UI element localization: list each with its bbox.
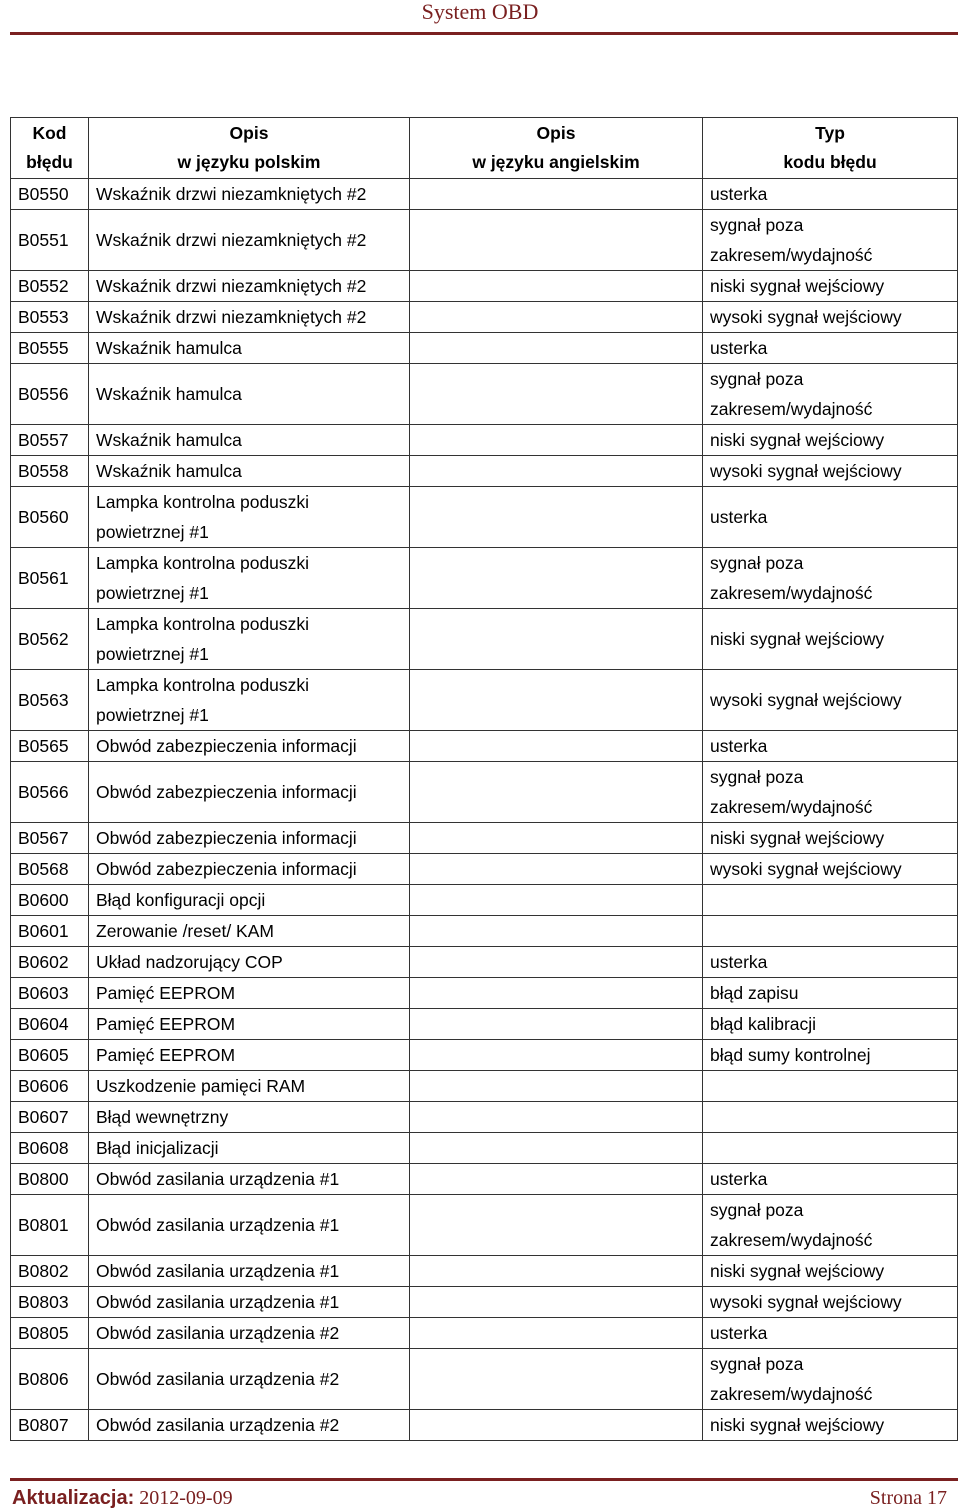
- cell-type: [703, 456, 958, 487]
- cell-desc-en: [410, 1287, 703, 1318]
- cell-desc-en: [410, 1410, 703, 1441]
- table-row: [11, 1102, 958, 1133]
- cell-code: B0568: [11, 854, 89, 885]
- cell-type-line: zakresem/wydajność: [710, 1384, 873, 1404]
- table-row: [11, 762, 958, 823]
- table-row: [11, 1040, 958, 1071]
- table-row: [11, 1349, 958, 1410]
- table-row: [11, 1318, 958, 1349]
- cell-code: B0561: [11, 548, 89, 609]
- cell-type: [703, 425, 958, 456]
- cell-desc-pl-line: Wskaźnik drzwi niezamkniętych #2: [96, 276, 367, 296]
- table-row: [11, 1133, 958, 1164]
- cell-desc-en: [410, 1256, 703, 1287]
- cell-type: [703, 854, 958, 885]
- table-row: [11, 210, 958, 271]
- cell-code: B0605: [11, 1040, 89, 1071]
- cell-type-line: usterka: [710, 1169, 768, 1189]
- cell-desc-pl-line: Obwód zabezpieczenia informacji: [96, 828, 357, 848]
- cell-type-line: usterka: [710, 338, 768, 358]
- table-row: [11, 885, 958, 916]
- cell-type-line: wysoki sygnał wejściowy: [710, 307, 902, 327]
- cell-desc-en: [410, 333, 703, 364]
- cell-desc-pl: [89, 425, 410, 456]
- cell-type: [703, 670, 958, 731]
- cell-code: B0558: [11, 456, 89, 487]
- cell-desc-pl: [89, 731, 410, 762]
- footer-page-number: Strona 17: [869, 1487, 947, 1509]
- cell-desc-pl: [89, 271, 410, 302]
- cell-type-line: zakresem/wydajność: [710, 245, 873, 265]
- cell-desc-pl-line: Obwód zasilania urządzenia #1: [96, 1261, 340, 1281]
- table-row: [11, 179, 958, 210]
- cell-desc-pl-line: Zerowanie /reset/ KAM: [96, 921, 274, 941]
- cell-code: B0557: [11, 425, 89, 456]
- cell-code: B0553: [11, 302, 89, 333]
- cell-desc-pl: [89, 548, 410, 609]
- cell-type: [703, 1287, 958, 1318]
- cell-code: B0563: [11, 670, 89, 731]
- cell-desc-pl: [89, 762, 410, 823]
- cell-type-line: błąd kalibracji: [710, 1014, 817, 1034]
- cell-desc-en: [410, 487, 703, 548]
- cell-type: [703, 609, 958, 670]
- cell-desc-pl-line: Lampka kontrolna poduszki: [96, 492, 310, 512]
- table-row: [11, 978, 958, 1009]
- table-row: [11, 823, 958, 854]
- cell-type-line: niski sygnał wejściowy: [710, 276, 885, 296]
- page-header-title: System OBD: [421, 0, 539, 24]
- cell-desc-pl-line: Błąd konfiguracji opcji: [96, 890, 266, 910]
- footer-update-label: Aktualizacja:: [12, 1487, 135, 1509]
- cell-desc-pl: [89, 885, 410, 916]
- cell-desc-pl-line: Obwód zasilania urządzenia #2: [96, 1323, 340, 1343]
- cell-desc-pl: [89, 1102, 410, 1133]
- cell-desc-pl-line: Obwód zasilania urządzenia #2: [96, 1415, 340, 1435]
- cell-desc-pl: [89, 333, 410, 364]
- cell-desc-en: [410, 762, 703, 823]
- cell-type-line: zakresem/wydajność: [710, 399, 873, 419]
- table-row: [11, 1410, 958, 1441]
- table-header-row: [11, 118, 958, 179]
- cell-code: B0601: [11, 916, 89, 947]
- cell-code: B0550: [11, 179, 89, 210]
- cell-type: [703, 762, 958, 823]
- cell-type: [703, 548, 958, 609]
- table-row: [11, 1195, 958, 1256]
- table-row: [11, 333, 958, 364]
- cell-code: B0562: [11, 609, 89, 670]
- cell-desc-pl: [89, 947, 410, 978]
- cell-desc-pl: [89, 1256, 410, 1287]
- cell-desc-en: [410, 1133, 703, 1164]
- cell-code: B0803: [11, 1287, 89, 1318]
- cell-code: B0556: [11, 364, 89, 425]
- table-row: [11, 425, 958, 456]
- cell-type-line: błąd sumy kontrolnej: [710, 1045, 871, 1065]
- cell-desc-en: [410, 978, 703, 1009]
- cell-desc-pl: [89, 1133, 410, 1164]
- cell-type: [703, 1410, 958, 1441]
- cell-desc-pl-line: Obwód zabezpieczenia informacji: [96, 782, 357, 802]
- cell-desc-pl-line: Obwód zasilania urządzenia #2: [96, 1369, 340, 1389]
- cell-type: [703, 179, 958, 210]
- cell-desc-pl-line: Wskaźnik hamulca: [96, 384, 242, 404]
- table-row: [11, 670, 958, 731]
- cell-desc-pl-line: Układ nadzorujący COP: [96, 952, 283, 972]
- cell-type-line: sygnał poza: [710, 1200, 804, 1220]
- table-body: [11, 179, 958, 1441]
- cell-desc-pl: [89, 916, 410, 947]
- cell-type-line: sygnał poza: [710, 215, 804, 235]
- cell-desc-pl-line: Lampka kontrolna poduszki: [96, 675, 310, 695]
- cell-type-line: usterka: [710, 507, 768, 527]
- cell-type: [703, 1071, 958, 1102]
- cell-type: [703, 302, 958, 333]
- cell-desc-pl-line: powietrznej #1: [96, 644, 209, 664]
- cell-type: [703, 1164, 958, 1195]
- cell-desc-pl: [89, 1009, 410, 1040]
- cell-desc-en: [410, 854, 703, 885]
- cell-type-line: zakresem/wydajność: [710, 1230, 873, 1250]
- table-row: [11, 302, 958, 333]
- cell-desc-pl-line: Obwód zasilania urządzenia #1: [96, 1292, 340, 1312]
- cell-type: [703, 916, 958, 947]
- cell-desc-pl: [89, 1040, 410, 1071]
- cell-desc-pl-line: powietrznej #1: [96, 522, 209, 542]
- cell-desc-pl: [89, 302, 410, 333]
- cell-desc-pl: [89, 364, 410, 425]
- cell-type: [703, 823, 958, 854]
- cell-code: B0802: [11, 1256, 89, 1287]
- cell-code: B0607: [11, 1102, 89, 1133]
- table-row: [11, 487, 958, 548]
- cell-desc-pl-line: Błąd wewnętrzny: [96, 1107, 229, 1127]
- cell-desc-pl-line: Lampka kontrolna poduszki: [96, 614, 310, 634]
- cell-code: B0603: [11, 978, 89, 1009]
- cell-type-line: wysoki sygnał wejściowy: [710, 859, 902, 879]
- header-desc-pl: Opis w języku polskim: [89, 118, 410, 179]
- cell-desc-pl: [89, 1195, 410, 1256]
- cell-desc-pl: [89, 179, 410, 210]
- cell-desc-pl: [89, 1349, 410, 1410]
- cell-type: [703, 1040, 958, 1071]
- cell-desc-en: [410, 947, 703, 978]
- cell-desc-pl-line: Wskaźnik hamulca: [96, 430, 242, 450]
- cell-type-line: sygnał poza: [710, 553, 804, 573]
- cell-desc-pl: [89, 823, 410, 854]
- cell-type-line: usterka: [710, 952, 768, 972]
- cell-desc-pl-line: powietrznej #1: [96, 705, 209, 725]
- cell-desc-en: [410, 548, 703, 609]
- cell-desc-pl: [89, 1318, 410, 1349]
- cell-code: B0806: [11, 1349, 89, 1410]
- cell-code: B0567: [11, 823, 89, 854]
- table-row: [11, 1009, 958, 1040]
- cell-desc-pl-line: Wskaźnik drzwi niezamkniętych #2: [96, 184, 367, 204]
- cell-desc-en: [410, 1071, 703, 1102]
- cell-type: [703, 1195, 958, 1256]
- cell-code: B0602: [11, 947, 89, 978]
- cell-desc-pl-line: Błąd inicjalizacji: [96, 1138, 219, 1158]
- cell-type-line: niski sygnał wejściowy: [710, 1415, 885, 1435]
- cell-desc-pl: [89, 456, 410, 487]
- cell-desc-en: [410, 425, 703, 456]
- cell-desc-en: [410, 916, 703, 947]
- cell-type-line: sygnał poza: [710, 369, 804, 389]
- cell-code: B0606: [11, 1071, 89, 1102]
- cell-desc-pl: [89, 210, 410, 271]
- cell-code: B0551: [11, 210, 89, 271]
- cell-desc-en: [410, 179, 703, 210]
- cell-type-line: błąd zapisu: [710, 983, 799, 1003]
- cell-desc-pl: [89, 1410, 410, 1441]
- cell-type: [703, 487, 958, 548]
- cell-code: B0604: [11, 1009, 89, 1040]
- cell-code: B0801: [11, 1195, 89, 1256]
- cell-desc-en: [410, 456, 703, 487]
- cell-type-line: zakresem/wydajność: [710, 797, 873, 817]
- cell-type: [703, 885, 958, 916]
- cell-desc-en: [410, 670, 703, 731]
- cell-type-line: wysoki sygnał wejściowy: [710, 690, 902, 710]
- table-row: [11, 947, 958, 978]
- cell-desc-en: [410, 1102, 703, 1133]
- cell-code: B0566: [11, 762, 89, 823]
- cell-desc-pl: [89, 1071, 410, 1102]
- cell-desc-pl-line: powietrznej #1: [96, 583, 209, 603]
- cell-code: B0600: [11, 885, 89, 916]
- table-row: [11, 1256, 958, 1287]
- cell-type: [703, 1102, 958, 1133]
- cell-desc-en: [410, 1318, 703, 1349]
- cell-code: B0800: [11, 1164, 89, 1195]
- table-row: [11, 854, 958, 885]
- cell-desc-pl-line: Obwód zasilania urządzenia #1: [96, 1169, 340, 1189]
- cell-desc-pl: [89, 609, 410, 670]
- table-row: [11, 1287, 958, 1318]
- cell-desc-en: [410, 731, 703, 762]
- table-row: [11, 364, 958, 425]
- cell-type: [703, 1318, 958, 1349]
- cell-code: B0608: [11, 1133, 89, 1164]
- cell-desc-en: [410, 885, 703, 916]
- cell-desc-pl-line: Pamięć EEPROM: [96, 1014, 236, 1034]
- table-row: [11, 1164, 958, 1195]
- cell-type-line: wysoki sygnał wejściowy: [710, 461, 902, 481]
- cell-code: B0565: [11, 731, 89, 762]
- cell-code: B0552: [11, 271, 89, 302]
- cell-desc-en: [410, 1040, 703, 1071]
- cell-type-line: usterka: [710, 1323, 768, 1343]
- cell-desc-pl-line: Wskaźnik drzwi niezamkniętych #2: [96, 307, 367, 327]
- cell-desc-en: [410, 364, 703, 425]
- table-row: [11, 731, 958, 762]
- cell-desc-pl-line: Pamięć EEPROM: [96, 983, 236, 1003]
- table-row: [11, 456, 958, 487]
- cell-desc-pl: [89, 854, 410, 885]
- cell-desc-pl: [89, 487, 410, 548]
- cell-desc-pl: [89, 1287, 410, 1318]
- cell-desc-pl-line: Obwód zabezpieczenia informacji: [96, 859, 357, 879]
- cell-desc-pl: [89, 670, 410, 731]
- cell-type: [703, 1349, 958, 1410]
- cell-desc-pl-line: Wskaźnik drzwi niezamkniętych #2: [96, 230, 367, 250]
- table-row: [11, 609, 958, 670]
- cell-type: [703, 947, 958, 978]
- cell-desc-en: [410, 1164, 703, 1195]
- cell-type-line: niski sygnał wejściowy: [710, 430, 885, 450]
- cell-type-line: sygnał poza: [710, 1354, 804, 1374]
- footer-update: [12, 1487, 233, 1510]
- cell-desc-pl: [89, 1164, 410, 1195]
- cell-type: [703, 1009, 958, 1040]
- cell-type: [703, 978, 958, 1009]
- header-divider: [10, 32, 958, 35]
- error-code-table: [10, 117, 958, 1441]
- cell-type-line: zakresem/wydajność: [710, 583, 873, 603]
- cell-type: [703, 271, 958, 302]
- cell-type: [703, 333, 958, 364]
- cell-desc-pl-line: Obwód zasilania urządzenia #1: [96, 1215, 340, 1235]
- cell-desc-en: [410, 1349, 703, 1410]
- cell-desc-pl-line: Wskaźnik hamulca: [96, 338, 242, 358]
- table-row: [11, 548, 958, 609]
- cell-type-line: sygnał poza: [710, 767, 804, 787]
- footer-divider: [10, 1478, 958, 1481]
- header-type: Typ kodu błędu: [703, 118, 958, 179]
- table-row: [11, 271, 958, 302]
- cell-type: [703, 364, 958, 425]
- cell-type-line: usterka: [710, 184, 768, 204]
- cell-type-line: niski sygnał wejściowy: [710, 1261, 885, 1281]
- page-footer: [12, 1487, 947, 1511]
- cell-code: B0560: [11, 487, 89, 548]
- cell-code: B0807: [11, 1410, 89, 1441]
- cell-desc-en: [410, 271, 703, 302]
- cell-desc-pl: [89, 978, 410, 1009]
- cell-desc-pl-line: Pamięć EEPROM: [96, 1045, 236, 1065]
- cell-desc-pl-line: Wskaźnik hamulca: [96, 461, 242, 481]
- cell-desc-en: [410, 1009, 703, 1040]
- cell-type: [703, 1133, 958, 1164]
- cell-type-line: usterka: [710, 736, 768, 756]
- cell-code: B0805: [11, 1318, 89, 1349]
- table-row: [11, 1071, 958, 1102]
- cell-code: B0555: [11, 333, 89, 364]
- cell-desc-pl-line: Obwód zabezpieczenia informacji: [96, 736, 357, 756]
- cell-desc-en: [410, 210, 703, 271]
- cell-desc-en: [410, 609, 703, 670]
- cell-type-line: niski sygnał wejściowy: [710, 828, 885, 848]
- cell-desc-pl-line: Lampka kontrolna poduszki: [96, 553, 310, 573]
- cell-type: [703, 731, 958, 762]
- header-desc-en: Opis w języku angielskim: [410, 118, 703, 179]
- table-row: [11, 916, 958, 947]
- cell-type: [703, 210, 958, 271]
- header-code: Kod błędu: [11, 118, 89, 179]
- cell-desc-pl-line: Uszkodzenie pamięci RAM: [96, 1076, 306, 1096]
- cell-desc-en: [410, 302, 703, 333]
- cell-desc-en: [410, 1195, 703, 1256]
- cell-type: [703, 1256, 958, 1287]
- footer-update-date: 2012-09-09: [139, 1487, 233, 1509]
- cell-type-line: niski sygnał wejściowy: [710, 629, 885, 649]
- cell-desc-en: [410, 823, 703, 854]
- cell-type-line: wysoki sygnał wejściowy: [710, 1292, 902, 1312]
